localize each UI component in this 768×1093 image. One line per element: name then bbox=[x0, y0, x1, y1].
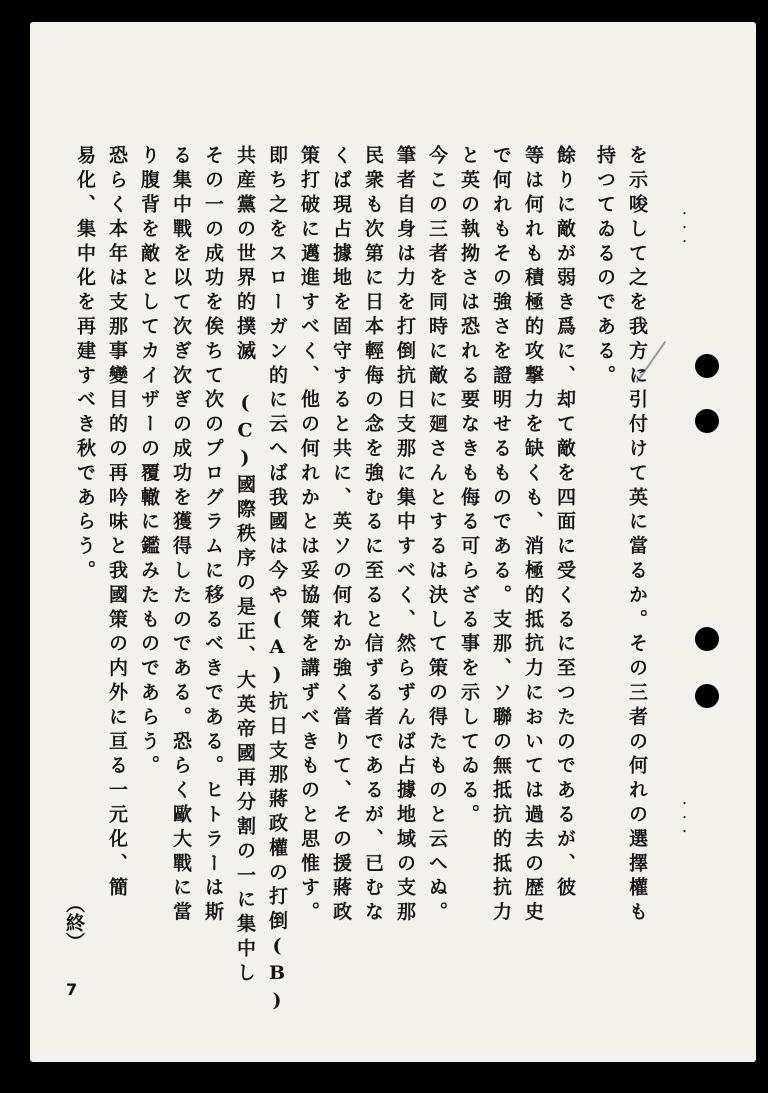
text-column-16: り腹背を敵としてカイザーの覆轍に鑑みたものであらう。 bbox=[138, 145, 160, 780]
document-page bbox=[30, 22, 756, 1062]
binding-hole-3 bbox=[695, 627, 719, 651]
text-column-15: る集中戰を以て次ぎ次ぎの成功を獲得したのである。恐らく歐大戰に當 bbox=[170, 145, 192, 926]
text-column-11: 策打破に邁進すべく、他の何れかとは妥協策を講ずべきものと思惟す。 bbox=[298, 145, 320, 926]
text-column-18: 易化、集中化を再建すべき秋であらう。 bbox=[74, 145, 96, 585]
text-column-3: 餘りに敵が弱き爲に、却て敵を四面に受くるに至つたのであるが、彼 bbox=[554, 145, 576, 902]
text-column-17: 恐らく本年は支那事變目的の再吟味と我國策の内外に亘る一元化、簡 bbox=[106, 145, 128, 902]
text-column-14: その一の成功を俟ちて次のプログラムに移るべきである。ヒトラーは斯 bbox=[202, 145, 224, 926]
text-column-9: 民衆も次第に日本輕侮の念を強むるに至ると信ずる者であるが、已むな bbox=[362, 145, 384, 926]
text-column-13: 共産黨の世界的撲滅 (C)國際秩序の是正、大英帝國再分割の一に集中し bbox=[234, 145, 256, 987]
text-column-5: で何れもその強さを證明せるものである。支那、ソ聯の無抵抗的抵抗力 bbox=[490, 145, 512, 926]
text-column-6: と英の執拗さは恐れる要なきも侮る可らざる事を示してゐる。 bbox=[458, 145, 480, 829]
page-number: 7 bbox=[66, 980, 78, 999]
text-column-12: 即ち之をスローガン的に云へば我國は今や(A)抗日支那蔣政權の打倒(B) bbox=[266, 145, 288, 1017]
binding-hole-2 bbox=[695, 409, 719, 433]
binding-hole-4 bbox=[695, 684, 719, 708]
text-column-4: 等は何れも積極的攻撃力を缺くも、消極的抵抗力においては過去の歴史 bbox=[522, 145, 544, 926]
margin-dots-top: ・・・ bbox=[677, 207, 691, 249]
text-column-10: くば現占據地を固守すると共に、英ソの何れか強く當りて、その援蔣政 bbox=[330, 145, 352, 926]
text-column-8: 筆者自身は力を打倒抗日支那に集中すべく、然らずんば占據地域の支那 bbox=[394, 145, 416, 926]
text-column-1: を示唆して之を我方に引付けて英に當るか。その三者の何れの選擇權も bbox=[626, 145, 648, 926]
binding-hole-1 bbox=[695, 354, 719, 378]
end-mark: （終） bbox=[63, 894, 85, 951]
margin-dots-bottom: ・・・ bbox=[677, 797, 691, 839]
text-column-2: 持つてゐるのである。 bbox=[594, 145, 616, 389]
text-column-7: 今この三者を同時に敵に廻さんとするは決して策の得たものと云へぬ。 bbox=[426, 145, 448, 926]
